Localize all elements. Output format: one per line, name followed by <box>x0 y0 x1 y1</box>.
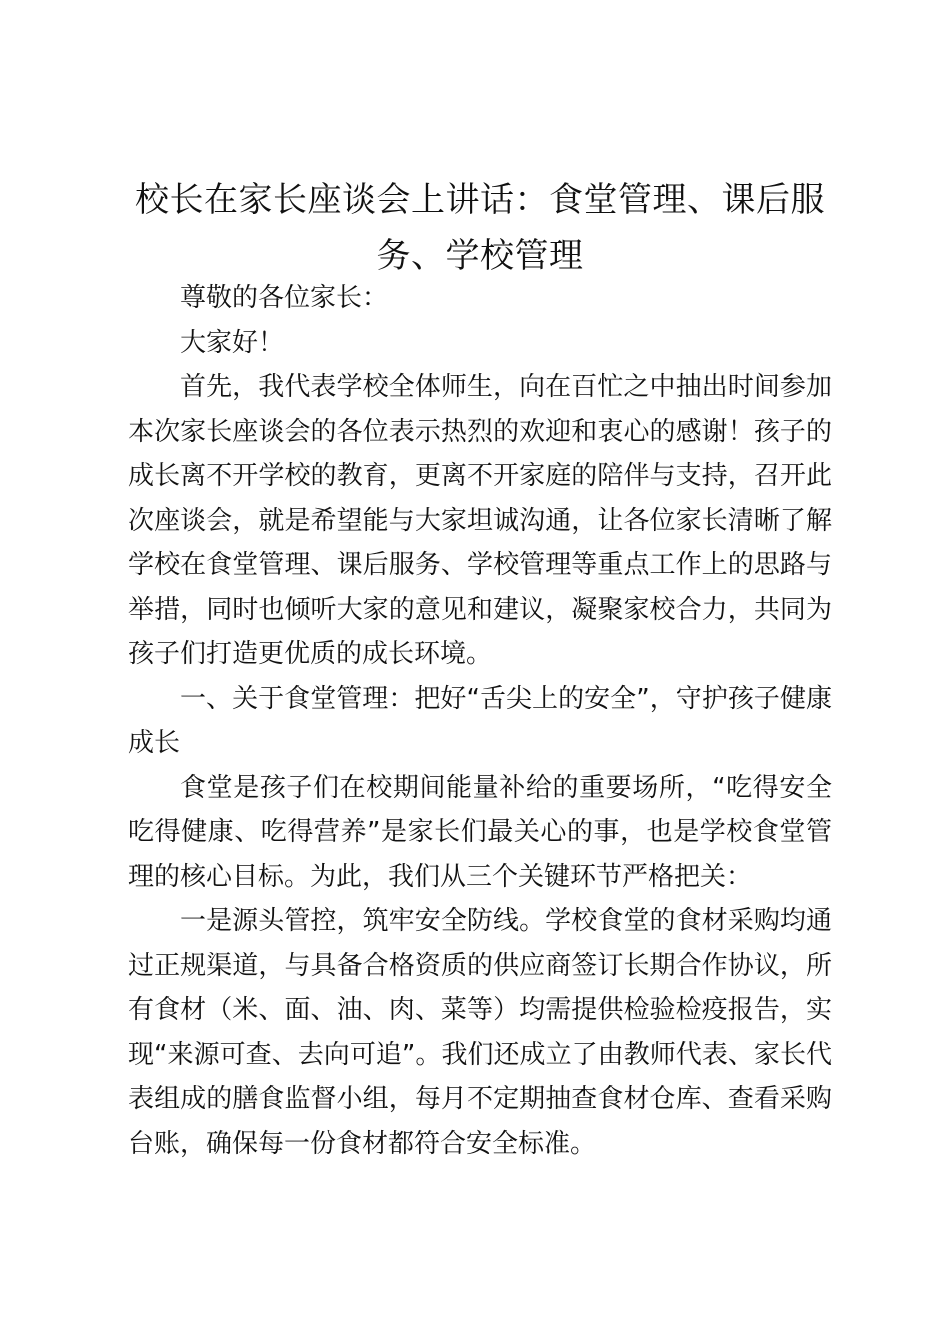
greeting: 大家好！ <box>180 327 285 358</box>
document-body <box>128 276 832 1166</box>
paragraph-intro: 首先，我代表学校全体师生，向在百忙之中抽出时间参加本次家长座谈会的各位表示热烈的欢迎和衷心的感谢！孩子的成长离不开学校的教育，更离不开家庭的陪伴与支持，召开此次座谈会，就是希望能与大家坦诚沟通，让各位家长清晰了解学校在食堂管理、课后服务、学校管理等重点工作上的思路与举措，同时也倾听大家的意见和建议，凝聚家校合力，共同为孩子们打造更优质的成长环境。 <box>128 372 832 669</box>
paragraph-canteen-overview: 食堂是孩子们在校期间能量补给的重要场所，“吃得安全吃得健康、吃得营养”是家长们最关心的事，也是学校食堂管理的核心目标。为此，我们从三个关键环节严格把关： <box>128 772 832 892</box>
document-title: 校长在家长座谈会上讲话：食堂管理、课后服务、学校管理 <box>135 180 825 276</box>
paragraph-source-control: 一是源头管控，筑牢安全防线。学校食堂的食材采购均通过正规渠道，与具备合格资质的供应商签订长期合作协议，所有食材（米、面、油、肉、菜等）均需提供检验检疫报告，实现“来源可查、去向可追”。我们还成立了由教师代表、家长代表组成的膳食监督小组，每月不定期抽查食材仓库、查看采购台账，确保每一份食材都符合安全标准。 <box>128 906 832 1159</box>
salutation: 尊敬的各位家长： <box>180 283 389 313</box>
section-heading-canteen: 一、关于食堂管理：把好“舌尖上的安全”，守护孩子健康成长 <box>128 683 832 758</box>
